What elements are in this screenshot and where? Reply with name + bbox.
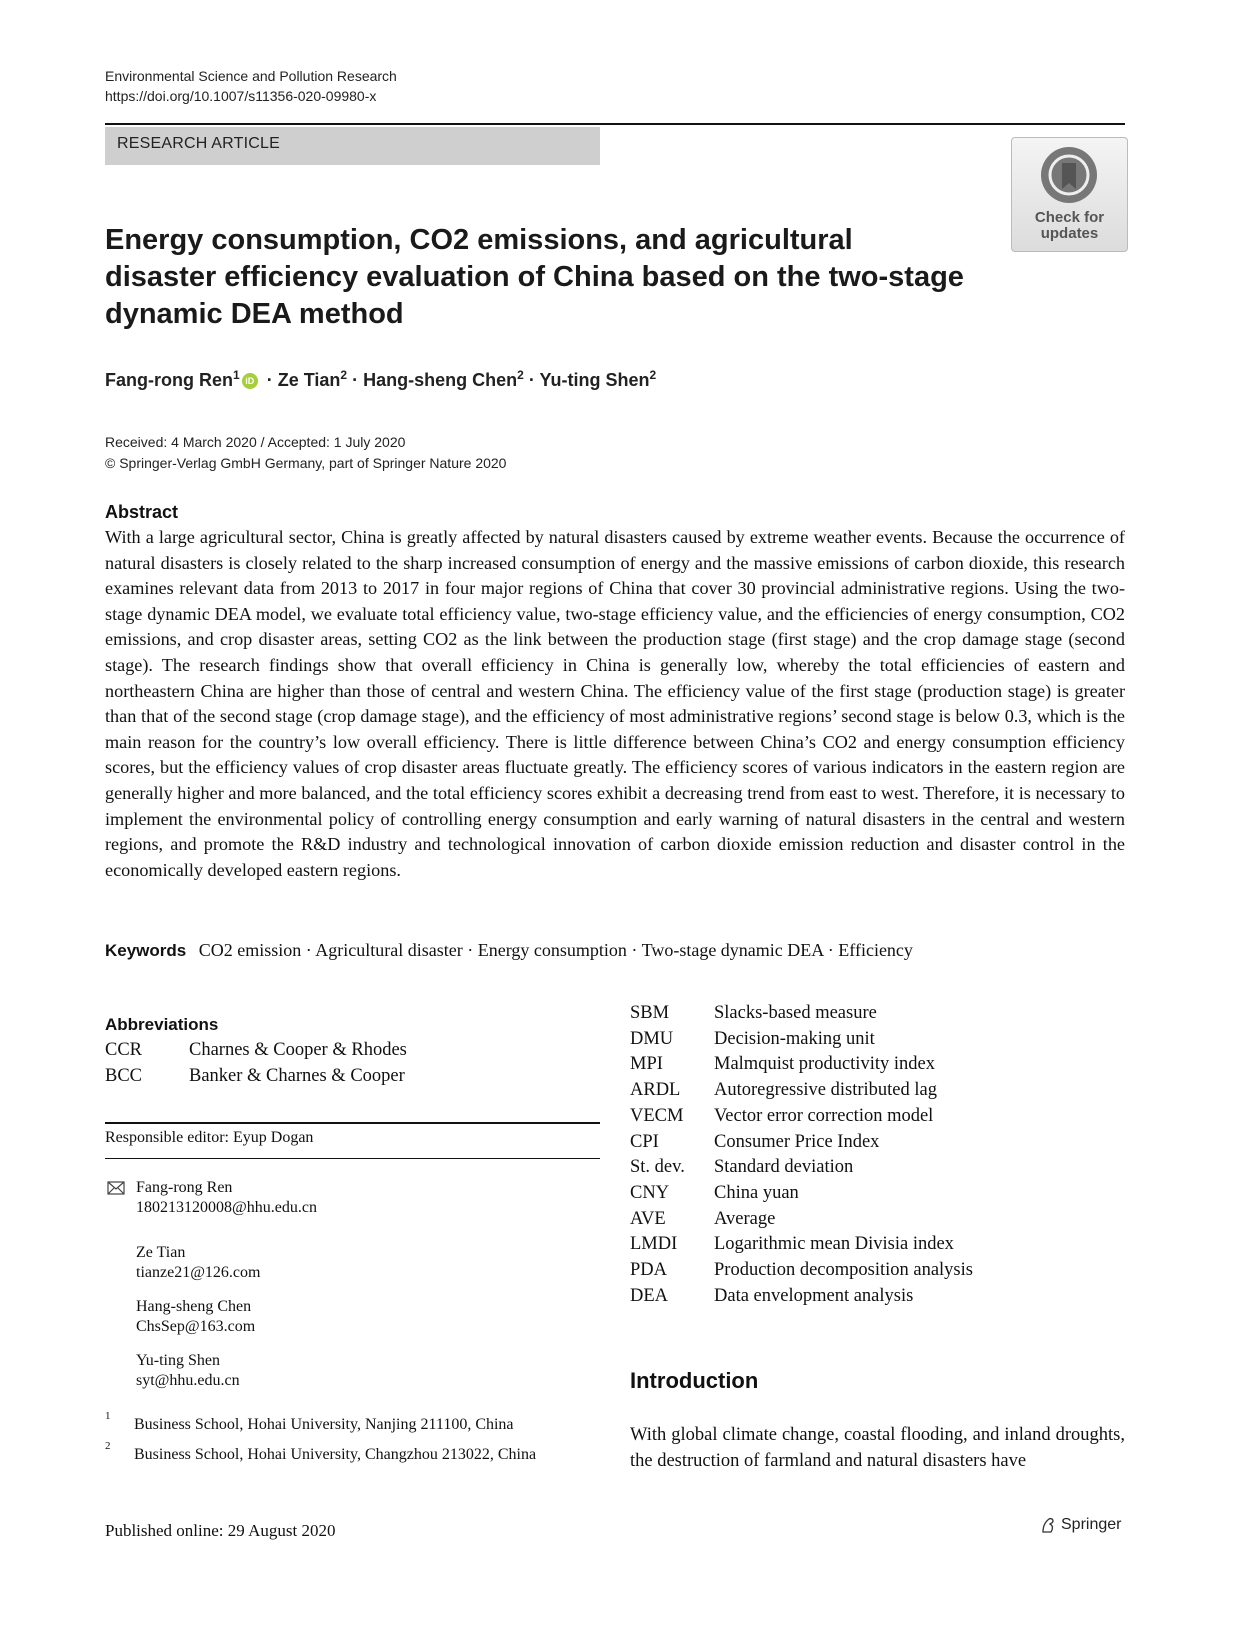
- journal-header: [105, 66, 397, 106]
- author-separator: ·: [352, 370, 359, 390]
- abstract-text: With a large agricultural sector, China is greatly affected by natural disasters caused by extreme weather events. Because the occurrence of natural disasters is closely related to the sharp increased consumption of energy and the massive emissions of carbon dioxide, this research examines relevant data from 2013 to 2017 in four major regions of China that cover 30 provincial administrative regions. Using the two-stage dynamic DEA model, we evaluate total efficiency value, two-stage efficiency value, and the efficiencies of energy consumption, CO2 emissions, and crop disaster areas, setting CO2 as the link between the production stage (first stage) and the crop damage stage (second stage). The research findings show that overall efficiency in China is generally low, whereby the total efficiencies of eastern and northeastern China are higher than those of central and western China. The efficiency value of the first stage (production stage) is greater than that of the second stage (crop damage stage), and the efficiency of most administrative regions’ second stage is below 0.3, which is the main reason for the country’s low overall efficiency. There is little difference between China’s CO2 and energy consumption efficiency scores, but the efficiency values of crop disaster areas fluctuate greatly. The efficiency scores of various indicators in the eastern region are generally higher and more balanced, and the total efficiency scores exhibit a decreasing trend from east to west. Therefore, it is necessary to implement the environmental policy of controlling energy consumption and early warning of natural disasters in the central and western regions, and promote the R&D industry and technological innovation of carbon dioxide emission reduction and disaster control in the economically developed eastern regions.: [105, 527, 1125, 880]
- abbreviation-definition: Decision-making unit: [714, 1028, 875, 1049]
- abbreviation-term: St. dev.: [630, 1157, 685, 1178]
- keyword-separator: ·: [631, 940, 638, 960]
- bookmark-icon: [1039, 145, 1099, 205]
- keyword: Two-stage dynamic DEA: [641, 940, 824, 960]
- badge-line1: Check for: [1034, 209, 1105, 226]
- abbreviation-term: BCC: [105, 1066, 143, 1086]
- envelope-icon: [107, 1181, 125, 1195]
- contact-name: Ze Tian: [136, 1244, 186, 1261]
- abstract-heading: Abstract: [105, 502, 179, 522]
- contact-block: [136, 1297, 255, 1337]
- contact-name: Yu-ting Shen: [136, 1352, 220, 1369]
- abbreviation-definition: Slacks-based measure: [714, 1003, 877, 1023]
- author-name[interactable]: Fang-rong Ren: [105, 370, 233, 390]
- author-affil-sup: 2: [340, 368, 348, 382]
- abbreviation-definition: Data envelopment analysis: [714, 1285, 914, 1306]
- keywords: [105, 940, 913, 961]
- keyword-separator: ·: [827, 940, 834, 960]
- springer-horse-icon: [1039, 1516, 1057, 1534]
- contact-block: [136, 1351, 240, 1391]
- contact-block: [136, 1178, 317, 1218]
- abbreviation-term: VECM: [630, 1105, 684, 1126]
- abbreviation-definition: Standard deviation: [714, 1157, 854, 1178]
- journal-name: Environmental Science and Pollution Research: [105, 68, 397, 84]
- abbreviation-term: CCR: [105, 1040, 143, 1060]
- abbreviation-term: SBM: [630, 1003, 670, 1023]
- badge-line2: updates: [1040, 225, 1099, 242]
- abbreviation-term: DEA: [630, 1285, 669, 1306]
- keyword: CO2 emission: [198, 940, 302, 960]
- contact-email[interactable]: tianze21@126.com: [136, 1264, 261, 1281]
- affiliation-number: 2: [105, 1440, 111, 1452]
- publisher-name: Springer: [1061, 1516, 1122, 1534]
- contact-block: [136, 1243, 260, 1283]
- author-affil-sup: 2: [649, 368, 657, 382]
- affiliation-text: Business School, Hohai University, Nanjing 211100, China: [134, 1416, 514, 1433]
- copyright-line: © Springer-Verlag GmbH Germany, part of Springer Nature 2020: [105, 455, 507, 471]
- article-title: Energy consumption, CO2 emissions, and agricultural disaster efficiency evaluation of China based on the two-stage dynamic DEA method: [105, 224, 964, 330]
- abbreviation-term: PDA: [630, 1260, 668, 1280]
- keyword: Energy consumption: [477, 940, 627, 960]
- abbreviations-heading: Abbreviations: [105, 1015, 219, 1034]
- abbreviation-definition: Malmquist productivity index: [714, 1054, 935, 1075]
- publisher-logo: [1039, 1516, 1121, 1534]
- abbreviation-definition: Logarithmic mean Divisia index: [714, 1234, 954, 1255]
- abbreviation-definition: Banker & Charnes & Cooper: [189, 1066, 405, 1086]
- affiliation-number: 1: [105, 1410, 111, 1422]
- contact-name: Hang-sheng Chen: [136, 1298, 252, 1315]
- contact-email[interactable]: ChsSep@163.com: [136, 1318, 256, 1335]
- introduction-text: With global climate change, coastal flooding, and inland droughts, the destruction of farmland and natural disasters have: [630, 1425, 1125, 1471]
- abbreviation-definition: China yuan: [714, 1182, 799, 1203]
- article-type-banner: [105, 127, 600, 165]
- author-name[interactable]: Hang-sheng Chen: [363, 370, 518, 390]
- check-for-updates-badge[interactable]: [1011, 137, 1128, 252]
- published-date: Published online: 29 August 2020: [105, 1521, 336, 1540]
- author-separator: ·: [266, 370, 273, 390]
- keyword: Efficiency: [838, 940, 913, 960]
- footnote-rule-thin: [105, 1158, 600, 1159]
- author-name[interactable]: Ze Tian: [277, 370, 341, 390]
- orcid-icon[interactable]: iD: [242, 373, 258, 389]
- affiliation-text: Business School, Hohai University, Changzhou 213022, China: [134, 1446, 537, 1463]
- abbreviation-term: ARDL: [630, 1080, 681, 1101]
- introduction-heading: Introduction: [630, 1368, 759, 1393]
- received-accepted: Received: 4 March 2020 / Accepted: 1 July 2020: [105, 434, 406, 450]
- author-list: [105, 368, 656, 391]
- contact-email[interactable]: syt@hhu.edu.cn: [136, 1372, 240, 1389]
- abbreviation-definition: Consumer Price Index: [714, 1131, 880, 1152]
- keyword-separator: ·: [305, 940, 312, 960]
- abbreviation-term: CPI: [630, 1131, 659, 1152]
- abbreviation-term: DMU: [630, 1028, 674, 1049]
- keywords-label: Keywords: [105, 941, 187, 960]
- abbreviation-definition: Vector error correction model: [714, 1105, 934, 1126]
- keyword: Agricultural disaster: [315, 940, 463, 960]
- author-affil-sup: 2: [517, 368, 524, 382]
- abbreviation-term: MPI: [630, 1054, 663, 1075]
- keyword-separator: ·: [467, 940, 474, 960]
- header-rule: [105, 123, 1125, 125]
- abbreviation-term: CNY: [630, 1182, 670, 1203]
- abbreviation-definition: Charnes & Cooper & Rhodes: [189, 1040, 407, 1060]
- author-affil-sup: 1: [233, 368, 240, 382]
- article-dates: [105, 432, 506, 474]
- footnote-rule: [105, 1122, 600, 1124]
- abbreviation-definition: Average: [714, 1208, 776, 1229]
- author-separator: ·: [528, 370, 535, 390]
- contact-name: Fang-rong Ren: [136, 1179, 233, 1196]
- article-type-label: RESEARCH ARTICLE: [117, 135, 280, 152]
- contact-email[interactable]: 180213120008@hhu.edu.cn: [136, 1199, 317, 1216]
- responsible-editor: Responsible editor: Eyup Dogan: [105, 1129, 314, 1146]
- doi-link[interactable]: https://doi.org/10.1007/s11356-020-09980-x: [105, 88, 377, 104]
- abbreviation-term: AVE: [630, 1208, 666, 1229]
- abbreviation-definition: Production decomposition analysis: [714, 1260, 973, 1280]
- abbreviation-definition: Autoregressive distributed lag: [714, 1080, 937, 1101]
- abbreviation-term: LMDI: [630, 1234, 678, 1255]
- author-name[interactable]: Yu-ting Shen: [539, 370, 650, 390]
